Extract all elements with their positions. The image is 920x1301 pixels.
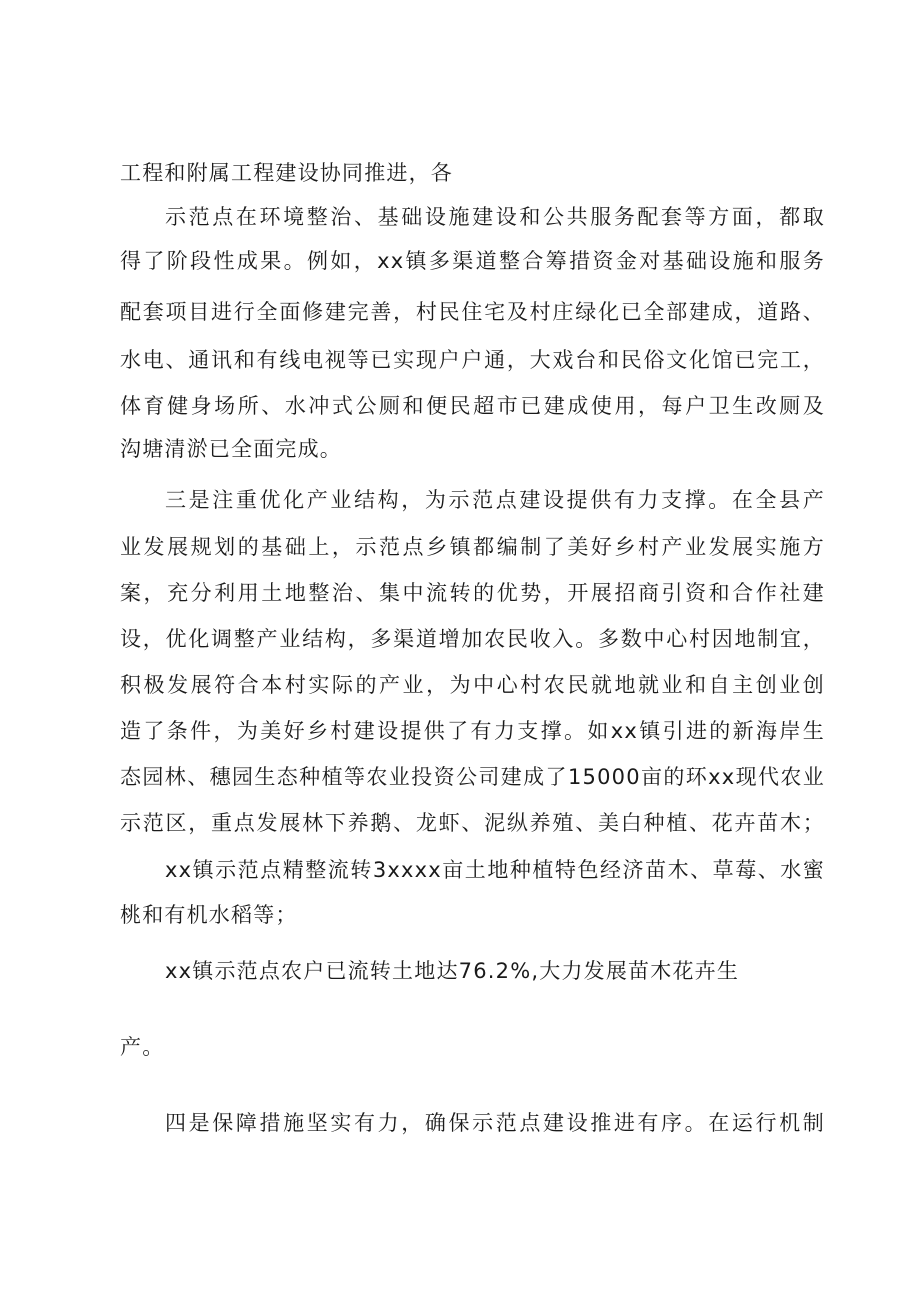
text-line-2: 示范点在环境整治、基础设施建设和公共服务配套等方面，都取 (165, 205, 825, 229)
text-line-19: 产。 (120, 1035, 165, 1059)
text-line-18: xx镇示范点农户已流转土地达76.2%,大力发展苗木花卉生 (165, 959, 740, 983)
text-line-20: 四是保障措施坚实有力，确保示范点建设推进有序。在运行机制 (165, 1111, 825, 1135)
text-line-8: 三是注重优化产业结构，为示范点建设提供有力支撑。在全县产 (165, 488, 825, 512)
text-line-1: 工程和附属工程建设协同推进，各 (120, 161, 453, 185)
text-line-4: 配套项目进行全面修建完善，村民住宅及村庄绿化已全部建成，道路、 (120, 300, 825, 324)
text-line-17: 桃和有机水稻等； (120, 903, 298, 927)
text-line-14: 态园林、穗园生态种植等农业投资公司建成了15000亩的环xx现代农业 (120, 765, 825, 789)
text-line-11: 设，优化调整产业结构，多渠道增加农民收入。多数中心村因地制宜， (120, 627, 825, 651)
text-line-12: 积极发展符合本村实际的产业，为中心村农民就地就业和自主创业创 (120, 673, 825, 697)
text-line-3: 得了阶段性成果。例如，xx镇多渠道整合筹措资金对基础设施和服务 (120, 249, 825, 273)
text-line-7: 沟塘清淤已全面完成。 (120, 437, 342, 461)
text-line-13: 造了条件，为美好乡村建设提供了有力支撑。如xx镇引进的新海岸生 (120, 719, 825, 743)
text-line-9: 业发展规划的基础上，示范点乡镇都编制了美好乡村产业发展实施方 (120, 535, 825, 559)
text-line-5: 水电、通讯和有线电视等已实现户户通，大戏台和民俗文化馆已完工， (120, 348, 825, 372)
text-line-15: 示范区，重点发展林下养鹅、龙虾、泥纵养殖、美白种植、花卉苗木； (120, 811, 825, 835)
text-line-6: 体育健身场所、水冲式公厕和便民超市已建成使用，每户卫生改厕及 (120, 394, 825, 418)
text-line-10: 案，充分利用土地整治、集中流转的优势，开展招商引资和合作社建 (120, 581, 825, 605)
text-line-16: xx镇示范点精整流转3xxxx亩土地种植特色经济苗木、草莓、水蜜 (165, 858, 825, 882)
